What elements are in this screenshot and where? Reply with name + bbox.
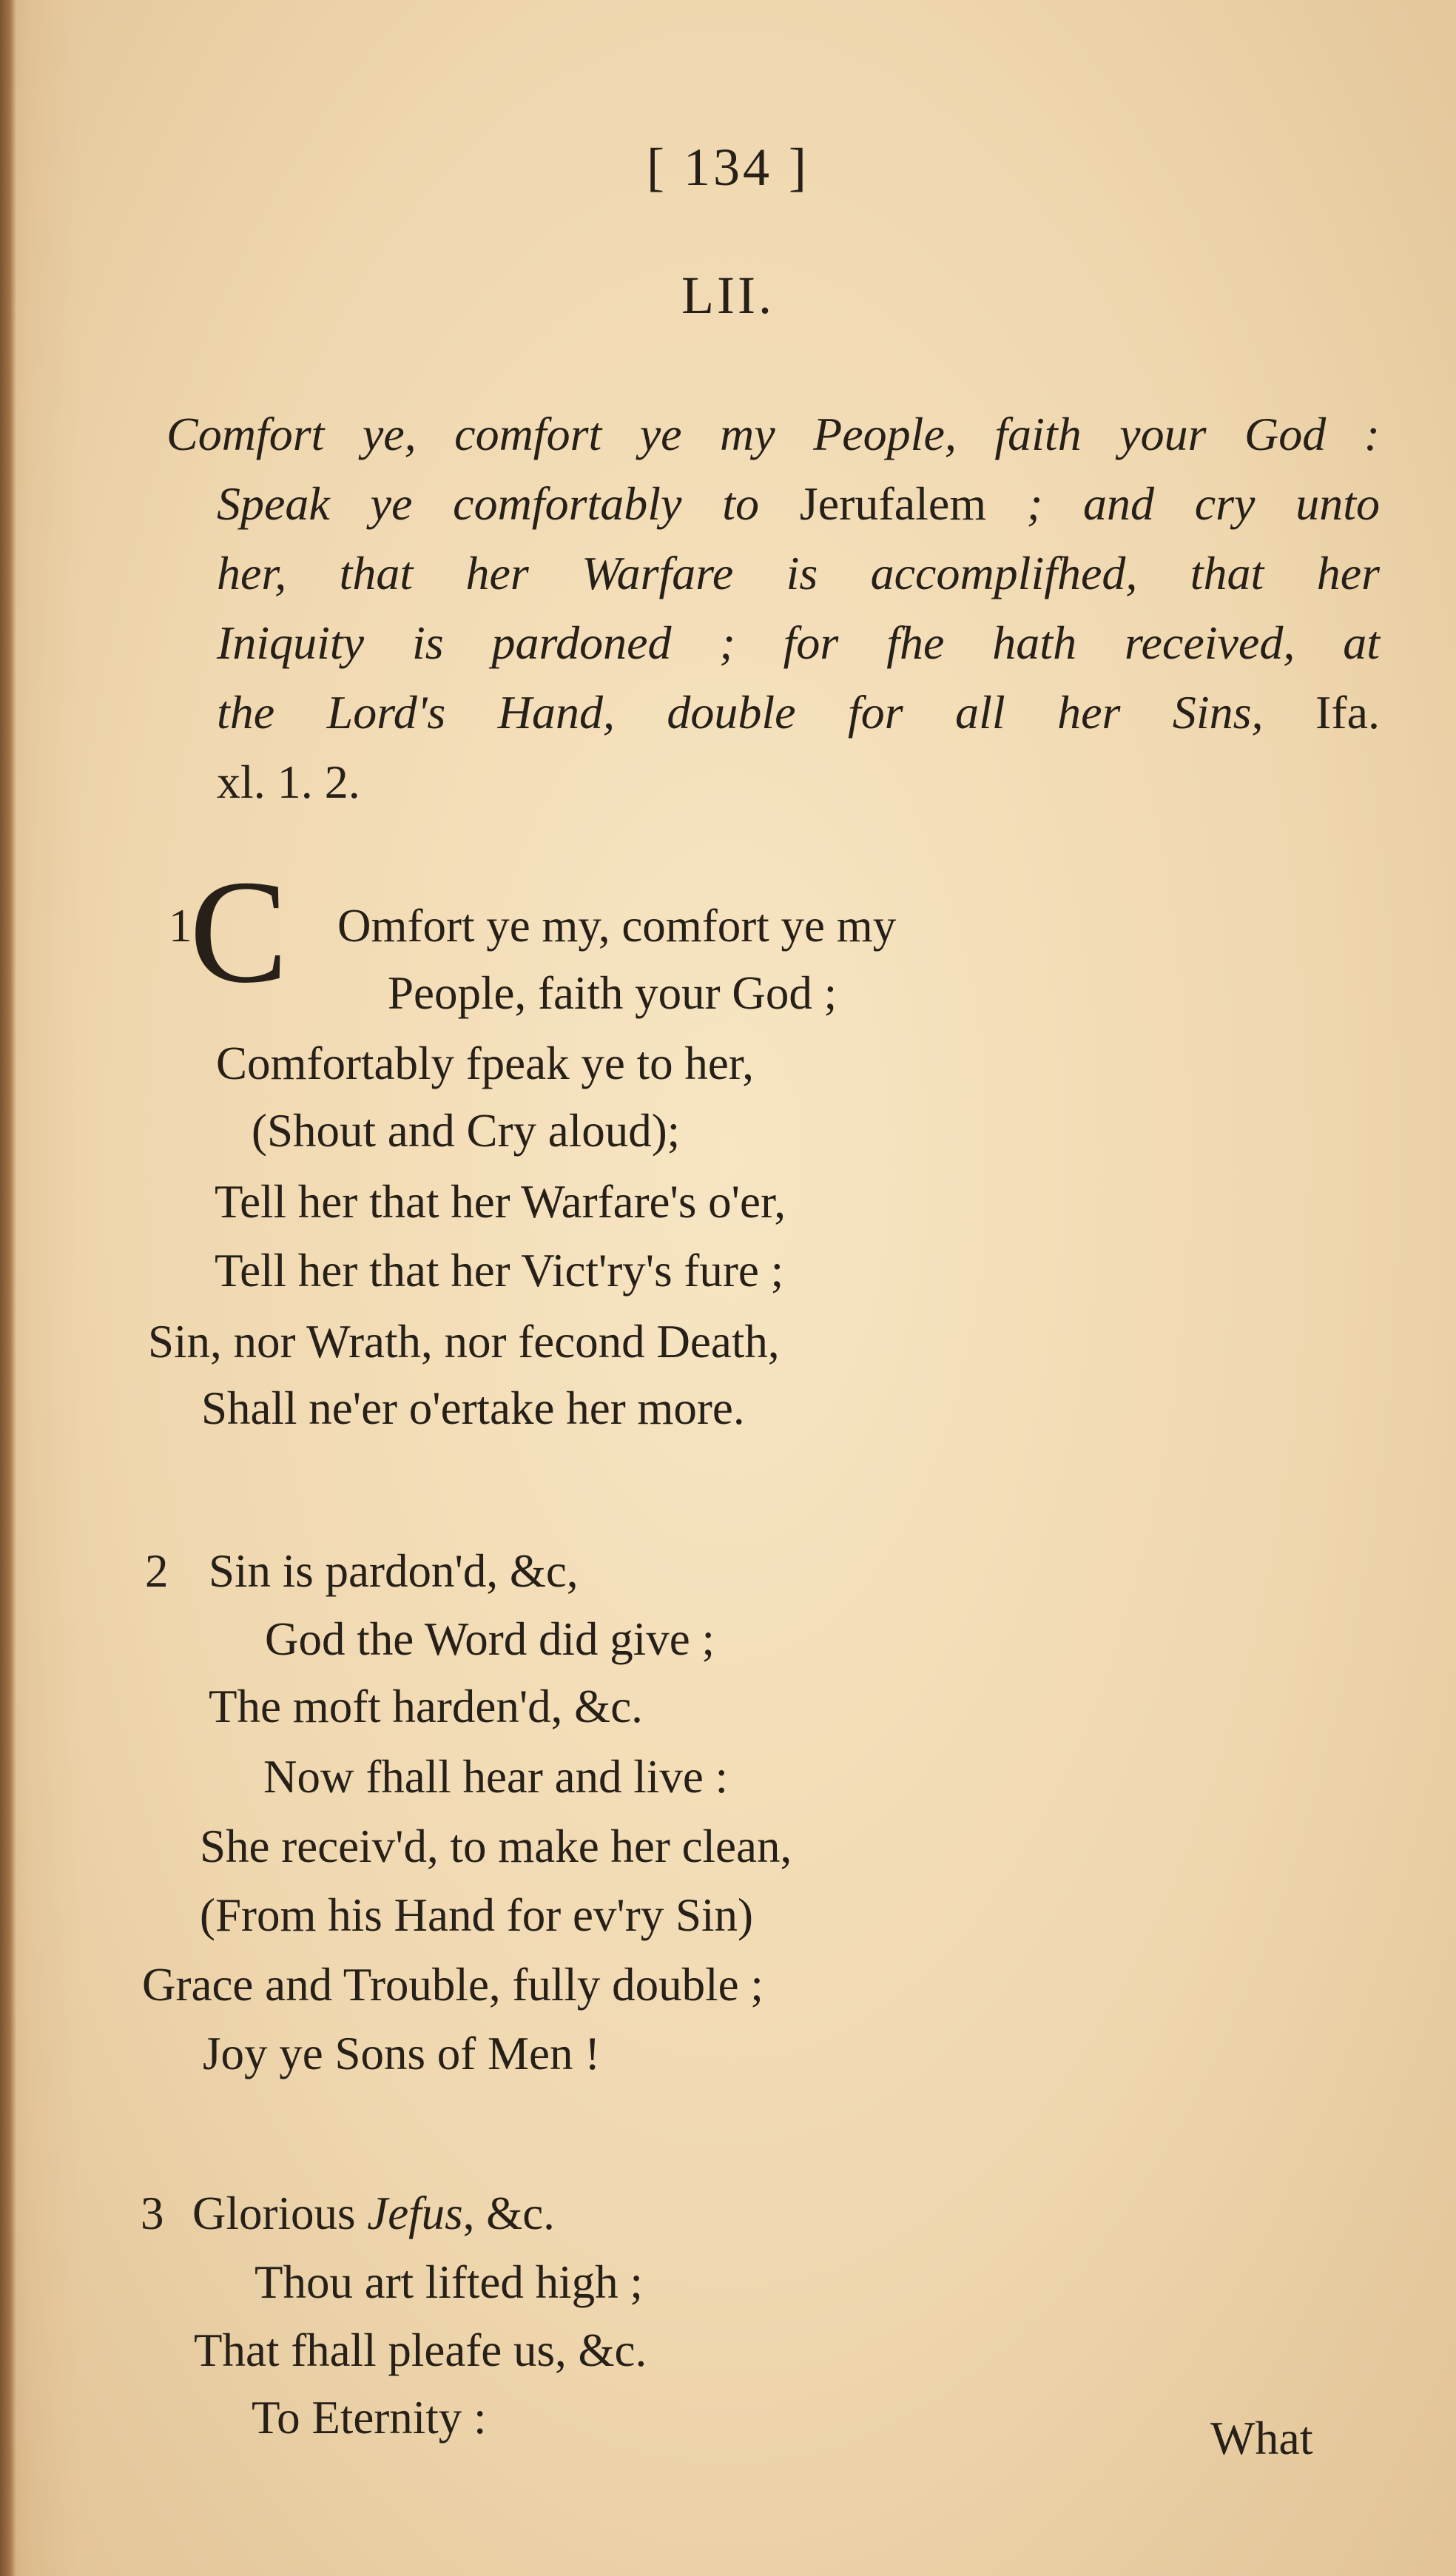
epigraph-text: her, that her Warfare is accomplifhed, that her [217,547,1380,599]
epigraph-text: Speak ye comfortably to [217,477,800,530]
verse-line: Omfort ye my, comfort ye my [337,900,897,952]
verse-line: Shall ne'er o'ertake her more. [201,1382,745,1434]
stanza-number: 1 [169,900,192,952]
catchword: What [1210,2412,1313,2464]
epigraph-text: Comfort ye, comfort ye my People, faith your God : [166,408,1380,460]
verse-line: She receiv'd, to make her clean, [200,1820,792,1872]
scripture-epigraph [166,400,1380,817]
verse-line: To Eternity : [252,2392,487,2444]
epigraph-line [166,469,1380,539]
verse-line: Thou art lifted high ; [255,2256,643,2308]
epigraph-text: Iniquity is pardoned ; for fhe hath received, at [217,616,1380,669]
verse-line: The moft harden'd, &c. [209,1681,643,1732]
verse-line: (Shout and Cry aloud); [252,1105,681,1157]
epigraph-line [166,678,1380,747]
epigraph-text: Jerufalem [799,477,987,530]
verse-line: Grace and Trouble, fully double ; [142,1959,764,2011]
verse-line: Tell her that her Warfare's o'er, [215,1176,786,1228]
verse-line: Sin, nor Wrath, nor fecond Death, [148,1316,780,1368]
verse-line: Tell her that her Vict'ry's fure ; [215,1245,784,1297]
page-number: [ 134 ] [647,138,809,197]
verse-line: (From his Hand for ev'ry Sin) [200,1889,754,1941]
verse-line [192,2187,555,2239]
drop-cap: C [189,850,289,1014]
verse-line: Sin is pardon'd, &c, [209,1545,579,1597]
verse-line: Comfortably fpeak ye to her, [216,1038,754,1089]
epigraph-text: Ifa. [1315,686,1380,739]
verse-line: That fhall pleafe us, &c. [194,2324,647,2376]
epigraph-text: the Lord's Hand, double for all her Sins, [217,686,1315,739]
epigraph-line [166,400,1380,469]
epigraph-line [166,747,1380,817]
epigraph-line [166,608,1380,678]
verse-text-italic: Jefus [367,2187,463,2239]
verse-text: Glorious [192,2187,368,2239]
stanza-number: 2 [145,1545,169,1597]
hymn-number: LII. [681,266,775,325]
epigraph-citation: xl. 1. 2. [217,756,360,808]
verse-line: God the Word did give ; [265,1613,715,1665]
verse-line: Now fhall hear and live : [263,1751,729,1803]
verse-line: Joy ye Sons of Men ! [203,2028,601,2079]
stanza-number: 3 [141,2187,164,2239]
page-spine-edge [0,0,16,2576]
verse-line: People, faith your God ; [388,967,837,1019]
verse-text: , &c. [462,2187,555,2239]
epigraph-text: ; and cry unto [986,477,1380,530]
epigraph-line [166,539,1380,608]
